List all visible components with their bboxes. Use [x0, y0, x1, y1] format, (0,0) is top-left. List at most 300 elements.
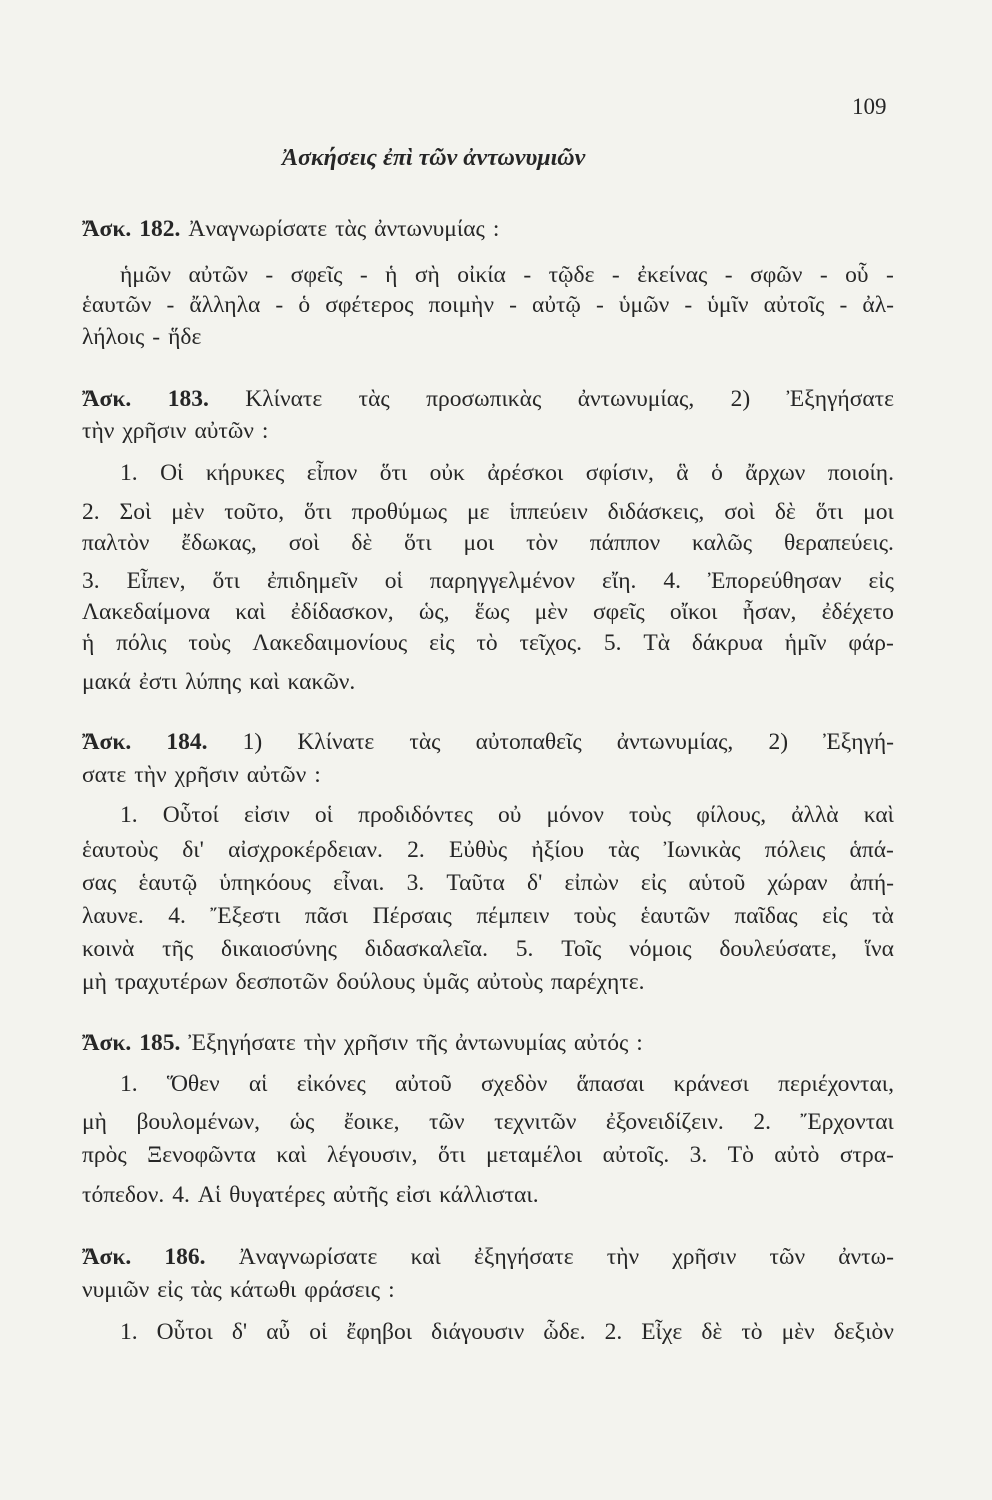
word: χρῆσιν: [122, 418, 187, 444]
word: τὸν: [526, 530, 558, 556]
text-line: [82, 1242, 894, 1272]
word: δι': [182, 837, 204, 863]
word: Ἄσκ.: [82, 386, 132, 412]
word: 185.: [139, 1030, 181, 1056]
word: ὅτι: [379, 460, 408, 486]
word: ὅτι: [438, 1142, 466, 1168]
word: σας: [82, 870, 117, 896]
word: 2): [730, 386, 751, 412]
word: σὴ: [414, 262, 440, 288]
word: εἶναι.: [333, 870, 385, 896]
word: ὑμᾶς: [422, 969, 469, 995]
word: μὲν: [781, 1319, 815, 1345]
word: λύπης: [185, 669, 242, 695]
word: 1.: [120, 1319, 138, 1345]
word: τὴν: [134, 762, 167, 788]
word: κάλλισται.: [439, 1182, 539, 1208]
word: 5.: [515, 936, 534, 962]
text-line: [82, 934, 894, 964]
word: -: [611, 262, 620, 288]
word: ἐξηγήσατε: [474, 1244, 574, 1270]
word: πόλεις: [764, 837, 826, 863]
word: ἀρέσκοι: [487, 460, 564, 486]
word: ἑαυτῶν: [82, 292, 152, 318]
word: παλτὸν: [82, 530, 150, 556]
word: κοινὰ: [82, 936, 135, 962]
word: εἰς: [640, 870, 667, 896]
word: 4.: [168, 903, 186, 929]
word: δ': [231, 1319, 248, 1345]
word: τοὺς: [188, 630, 231, 656]
word: ὅτι: [815, 499, 844, 525]
word: Κλίνατε: [245, 386, 323, 412]
word: χρῆσιν: [672, 1244, 737, 1270]
word: :: [492, 216, 500, 242]
word: σχεδὸν: [480, 1071, 548, 1097]
word: δικαιοσύνης: [221, 936, 337, 962]
word: τραχυτέρων: [114, 969, 228, 995]
word: αὐτοπαθεῖς: [475, 729, 582, 755]
word: τὸ: [476, 630, 498, 656]
word: -: [885, 262, 894, 288]
word: μὲν: [171, 499, 205, 525]
page-number: 109: [852, 94, 887, 119]
word: καὶ: [863, 802, 894, 828]
word: ἀλλὰ: [791, 802, 839, 828]
text-line: [82, 1140, 894, 1170]
word: σφέτερος: [325, 292, 414, 318]
word: εἰς: [868, 568, 894, 594]
word: παρέχητε.: [550, 969, 645, 995]
word: ἡμῖν: [784, 630, 827, 656]
word: αὐτοῦ: [394, 1071, 452, 1097]
word: τοὺς: [573, 903, 616, 929]
word: Ἐξηγήσατε: [188, 1030, 296, 1056]
word: αὖ: [266, 1319, 291, 1345]
word: οὐ: [498, 802, 522, 828]
word: τὰς: [409, 729, 441, 755]
word: οἴκοι: [669, 599, 718, 625]
word: 182.: [139, 216, 181, 242]
text-line: [120, 1317, 894, 1347]
word: εἰς: [429, 630, 455, 656]
word: μὴ: [82, 1109, 107, 1135]
word: δεσποτῶν: [235, 969, 329, 995]
word: :: [314, 762, 321, 788]
word: ἵνα: [864, 936, 894, 962]
word: τὰς: [608, 837, 640, 863]
word: με: [466, 499, 490, 525]
word: Τὸ: [727, 1142, 754, 1168]
word: τὰς: [335, 216, 367, 242]
word: :: [261, 418, 269, 444]
word: ὁ: [298, 292, 311, 318]
word: προθύμως: [351, 499, 448, 525]
word: οὐκ: [429, 460, 465, 486]
word: -: [595, 292, 604, 318]
text-line: [82, 967, 894, 997]
word: περιέχονται,: [778, 1071, 894, 1097]
word: δάκρυα: [691, 630, 763, 656]
word: δούλους: [336, 969, 415, 995]
word: 184.: [166, 729, 208, 755]
text-line: [82, 727, 894, 757]
word: -: [684, 292, 693, 318]
word: πᾶσι: [304, 903, 349, 929]
word: τὴν: [606, 1244, 640, 1270]
word: παῖδας: [734, 903, 798, 929]
word: βουλομένων,: [136, 1109, 261, 1135]
word: :: [388, 1277, 395, 1303]
word: ἀλ-: [862, 292, 894, 318]
word: Οὗτοί: [162, 802, 219, 828]
word: οἱ: [309, 1319, 328, 1345]
word: μακά: [82, 669, 131, 695]
word: αὐτοὺς: [476, 969, 543, 995]
word: ἁπά-: [849, 837, 894, 863]
word: αὐτοῖς: [763, 292, 825, 318]
word: φάρ-: [848, 630, 894, 656]
word: Σοὶ: [119, 499, 152, 525]
word: μοι: [863, 499, 894, 525]
word: κράνεσι: [673, 1071, 749, 1097]
word: ὑμῶν: [618, 292, 670, 318]
word: ἔφηβοι: [346, 1319, 413, 1345]
word: ὧδε.: [543, 1319, 586, 1345]
word: 1.: [120, 460, 138, 486]
word: δ': [527, 870, 543, 896]
word: κάτωθι: [229, 1277, 297, 1303]
word: Οὗτοι: [156, 1319, 213, 1345]
word: ἄλληλα: [189, 292, 261, 318]
word: 1.: [120, 802, 138, 828]
text-line: [82, 416, 894, 446]
word: -: [265, 262, 274, 288]
word: σατε: [82, 762, 127, 788]
word: Ξενοφῶντα: [147, 1142, 256, 1168]
word: καὶ: [249, 669, 280, 695]
word: Ὅθεν: [166, 1071, 220, 1097]
word: αὐτῶν: [194, 418, 254, 444]
word: ἡ: [385, 262, 398, 288]
word: Ἔξεστι: [210, 903, 281, 929]
text-line: [82, 1028, 894, 1058]
word: σοὶ: [724, 499, 755, 525]
text-line: [82, 322, 894, 352]
word: 4.: [172, 1182, 190, 1208]
word: ὅτι: [304, 499, 332, 525]
text-line: [82, 497, 894, 527]
word: ὑπηκόους: [219, 870, 311, 896]
word: τεῖχος.: [519, 630, 582, 656]
word: τόπεδον.: [82, 1182, 165, 1208]
word: 4.: [663, 568, 681, 594]
word: ἑαυτοὺς: [82, 837, 158, 863]
word: 2.: [753, 1109, 771, 1135]
word: χρῆσιν: [174, 762, 239, 788]
word: καὶ: [276, 1142, 307, 1168]
word: παρηγγελμένον: [429, 568, 576, 594]
word: ποιμὴν: [428, 292, 494, 318]
word: τὴν: [82, 418, 115, 444]
text-line: [82, 835, 894, 865]
word: 2.: [82, 499, 100, 525]
word: κήρυκες: [205, 460, 285, 486]
word: εἰς: [157, 1277, 183, 1303]
word: θυγατέρες: [229, 1182, 325, 1208]
word: Οἱ: [160, 460, 184, 486]
word: εἰς: [822, 903, 848, 929]
word: στρα-: [839, 1142, 894, 1168]
word: Εὐθὺς: [449, 837, 508, 863]
word: εἰσι: [395, 1182, 432, 1208]
word: σφεῖς: [592, 599, 645, 625]
word: σοὶ: [288, 530, 320, 556]
word: ὅτι: [404, 530, 432, 556]
word: ἠξίου: [531, 837, 584, 863]
word: καὶ: [235, 599, 266, 625]
text-line: [82, 290, 894, 320]
word: ποιοίη.: [827, 460, 894, 486]
word: ἔοικε,: [343, 1109, 400, 1135]
word: τῶν: [429, 1109, 465, 1135]
word: ὑμῖν: [707, 292, 749, 318]
word: Τοῖς: [561, 936, 602, 962]
word: τὰς: [190, 1277, 222, 1303]
word: δὲ: [701, 1319, 723, 1345]
text-line: [82, 566, 894, 596]
word: εἴη.: [602, 568, 637, 594]
text-line: [82, 628, 894, 658]
text-line: [82, 384, 894, 414]
word: αὐτῶν: [246, 762, 307, 788]
text-line: [82, 597, 894, 627]
word: ἱππεύειν: [509, 499, 588, 525]
word: τῆς: [162, 936, 194, 962]
word: νυμιῶν: [82, 1277, 150, 1303]
word: χώραν: [767, 870, 828, 896]
word: Ἐπορεύθησαν: [707, 568, 842, 594]
word: αὐτῶν: [188, 262, 248, 288]
word: Κλίνατε: [297, 729, 375, 755]
word: τοῦτο,: [224, 499, 285, 525]
word: Ἄσκ.: [82, 1244, 132, 1270]
word: ἑαυτῶν: [640, 903, 710, 929]
word: σφίσιν,: [585, 460, 654, 486]
word: ἀντωνυμίας: [455, 1030, 566, 1056]
word: οὗ: [845, 262, 869, 288]
word: καὶ: [410, 1244, 441, 1270]
word: τῶν: [769, 1244, 806, 1270]
word: καλῶς: [691, 530, 753, 556]
word: Ἀναγνωρίσατε: [188, 216, 328, 242]
word: μοι: [463, 530, 495, 556]
word: ἐπιδημεῖν: [266, 568, 358, 594]
word: λέγουσιν,: [327, 1142, 418, 1168]
word: 2.: [604, 1319, 623, 1345]
word: αὐτῷ: [532, 292, 581, 318]
word: -: [166, 292, 175, 318]
word: αἱ: [248, 1071, 268, 1097]
word: αὑτοῦ: [688, 870, 746, 896]
word: ἑαυτῷ: [138, 870, 198, 896]
text-line: [120, 1069, 894, 1099]
text-line: [82, 760, 894, 790]
word: Αἱ: [197, 1182, 222, 1208]
word: προδιδόντες: [358, 802, 473, 828]
word: λαυνε.: [82, 903, 144, 929]
word: πέμπειν: [476, 903, 550, 929]
word: τῆς: [416, 1030, 448, 1056]
word: αἰσχροκέρδειαν.: [228, 837, 383, 863]
word: δὲ: [351, 530, 373, 556]
word: ὡς: [289, 1109, 315, 1135]
word: -: [509, 292, 517, 318]
word: 3.: [689, 1142, 708, 1168]
word: Ἄσκ.: [82, 216, 132, 242]
word: 183.: [167, 386, 209, 412]
word: ἦσαν,: [742, 599, 797, 625]
text-line: [82, 868, 894, 898]
word: διδασκαλεῖα.: [364, 936, 488, 962]
word: ἅπασαι: [576, 1071, 645, 1097]
word: ὁ: [711, 460, 723, 486]
word: ὡς,: [418, 599, 450, 625]
word: 1): [242, 729, 263, 755]
word: Ἰωνικὰς: [663, 837, 741, 863]
text-line: [82, 1180, 894, 1210]
word: τὰς: [358, 386, 390, 412]
word: Λακεδαίμονα: [82, 599, 211, 625]
word: 1.: [120, 1071, 138, 1097]
word: ἐξονειδίζειν.: [605, 1109, 724, 1135]
word: μεταμέλοι: [485, 1142, 583, 1168]
word: οἰκία: [457, 262, 506, 288]
word: τὰ: [872, 903, 894, 929]
word: ἡμῶν: [120, 262, 171, 288]
word: :: [636, 1030, 643, 1056]
word: φίλους,: [696, 802, 767, 828]
word: οἱ: [314, 802, 333, 828]
word: χρῆσιν: [344, 1030, 409, 1056]
section-title: Ἀσκήσεις ἐπὶ τῶν ἀντωνυμιῶν: [282, 145, 586, 171]
word: Πέρσαις: [372, 903, 452, 929]
word: αὐτοῖς.: [602, 1142, 670, 1168]
word: τῷδε: [548, 262, 595, 288]
word: Τὰ: [643, 630, 671, 656]
word: 5.: [603, 630, 622, 656]
word: οἱ: [384, 568, 403, 594]
word: κακῶν.: [287, 669, 356, 695]
text-line: [120, 260, 894, 290]
word: πόλις: [116, 630, 167, 656]
word: ἀντω-: [838, 1244, 894, 1270]
word: φράσεις: [304, 1277, 381, 1303]
word: λήλοις: [82, 324, 145, 350]
word: Ἄσκ.: [82, 1030, 132, 1056]
word: ἐστι: [138, 669, 178, 695]
word: Ἀναγνωρίσατε: [238, 1244, 378, 1270]
word: μὲν: [534, 599, 568, 625]
word: ἀντωνυμίας: [374, 216, 485, 242]
word: Ἐξηγή-: [823, 729, 894, 755]
word: θεραπεύεις.: [783, 530, 894, 556]
word: ἡ: [82, 630, 95, 656]
word: αὐτός: [573, 1030, 629, 1056]
word: πάππον: [589, 530, 661, 556]
word: Ἔρχονται: [800, 1109, 894, 1135]
word: ἔδωκας,: [181, 530, 257, 556]
word: δεξιὸν: [833, 1319, 894, 1345]
text-line: [120, 800, 894, 830]
text-line: [82, 528, 894, 558]
word: αὐτῆς: [332, 1182, 388, 1208]
word: πρὸς: [82, 1142, 127, 1168]
text-line: [82, 667, 894, 697]
word: 3.: [82, 568, 100, 594]
word: τοὺς: [628, 802, 672, 828]
word: ἐκείνας: [637, 262, 708, 288]
word: ἃ: [676, 460, 689, 486]
word: Εἶπεν,: [126, 568, 186, 594]
word: -: [839, 292, 848, 318]
word: τεχνιτῶν: [494, 1109, 577, 1135]
word: τὸ: [741, 1319, 763, 1345]
word: εἶπον: [306, 460, 358, 486]
word: -: [275, 292, 284, 318]
word: αὐτὸ: [774, 1142, 820, 1168]
word: ὅτι: [212, 568, 240, 594]
word: δουλεύσατε,: [719, 936, 837, 962]
word: Ταῦτα: [446, 870, 505, 896]
text-line: [82, 214, 894, 244]
word: Ἐξηγήσατε: [786, 386, 894, 412]
word: ἀπή-: [849, 870, 894, 896]
word: ἕως: [474, 599, 510, 625]
word: 2.: [407, 837, 425, 863]
word: προσωπικὰς: [426, 386, 542, 412]
word: ἥδε: [168, 324, 202, 350]
word: εἰσιν: [243, 802, 290, 828]
word: δὲ: [774, 499, 796, 525]
word: εἰπὼν: [564, 870, 619, 896]
word: ἄρχων: [745, 460, 806, 486]
word: -: [359, 262, 368, 288]
word: 2): [768, 729, 789, 755]
text-line: [82, 1107, 894, 1137]
word: Λακεδαιμονίους: [252, 630, 408, 656]
word: ἐδίδασκον,: [290, 599, 394, 625]
word: τὴν: [303, 1030, 337, 1056]
word: 3.: [406, 870, 425, 896]
word: ἀντωνυμίας,: [577, 386, 695, 412]
word: νόμοις: [629, 936, 692, 962]
text-line: [120, 458, 894, 488]
word: ἀντωνυμίας,: [616, 729, 734, 755]
word: σφῶν: [750, 262, 803, 288]
word: -: [724, 262, 733, 288]
word: σφεῖς: [290, 262, 343, 288]
word: μὴ: [82, 969, 107, 995]
word: -: [152, 324, 161, 350]
word: εἰκόνες: [296, 1071, 366, 1097]
word: -: [523, 262, 532, 288]
word: μόνον: [546, 802, 604, 828]
text-line: [82, 901, 894, 931]
word: διάγουσιν: [431, 1319, 525, 1345]
word: διδάσκεις,: [607, 499, 705, 525]
text-line: [82, 1275, 894, 1305]
